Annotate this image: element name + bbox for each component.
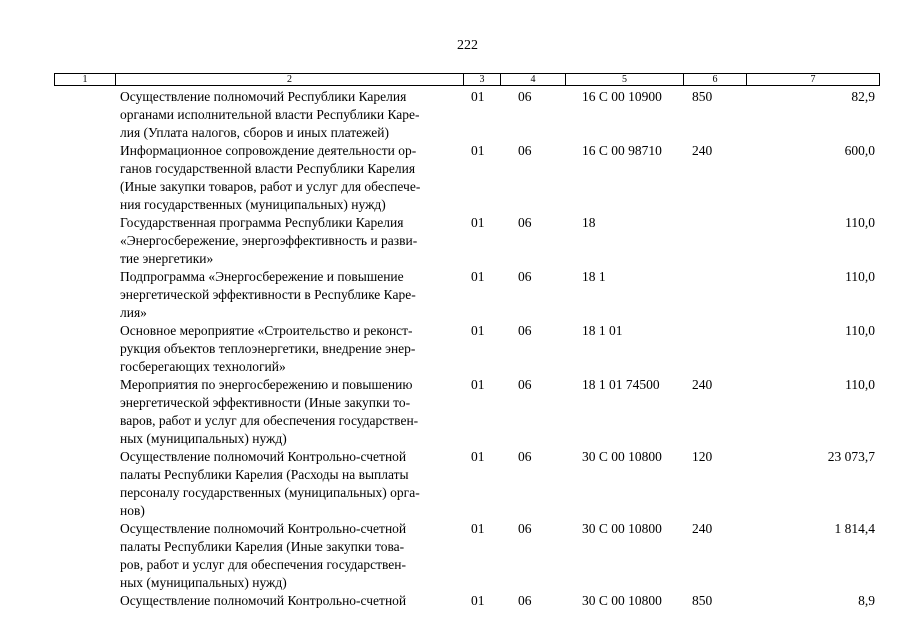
row-section: 01 [471,143,485,158]
row-amount: 1 814,4 [834,521,875,536]
row-amount: 110,0 [845,215,875,230]
row-amount: 23 073,7 [827,449,875,464]
row-section: 01 [471,323,485,338]
table-body [0,88,905,610]
row-description: Осуществление полномочий Контрольно-счетной [120,593,407,608]
table-row [0,520,905,592]
row-description: Осуществление полномочий Контрольно-счетной палаты Республики Карелия (Иные закупки това- ров, работ и услуг для обеспечения государствен- ных (муниципальных) нужд) [120,521,407,590]
row-section: 01 [471,449,485,464]
row-section: 01 [471,215,485,230]
row-amount: 110,0 [845,323,875,338]
header-col-5: 5 [566,74,684,85]
row-target-code: 30 С 00 10800 [582,593,662,608]
row-amount: 600,0 [844,143,875,158]
table-row [0,142,905,214]
table-header-row [54,73,880,86]
row-description: Мероприятия по энергосбережению и повышению энергетической эффективности (Иные закупки то- варов, работ и услуг для обеспечения государствен- ных (муниципальных) нужд) [120,377,419,446]
table-row [0,376,905,448]
row-description: Осуществление полномочий Контрольно-счетной палаты Республики Карелия (Расходы на выплаты персоналу государственных (муниципальных) орга- нов) [120,449,420,518]
table-row [0,214,905,268]
row-target-code: 30 С 00 10800 [582,521,662,536]
row-subsection: 06 [518,143,532,158]
row-subsection: 06 [518,89,532,104]
row-expense-type: 120 [692,449,713,464]
row-expense-type: 850 [692,593,713,608]
table-row [0,322,905,376]
table-row [0,268,905,322]
row-section: 01 [471,89,485,104]
row-description: Осуществление полномочий Республики Карелия органами исполнительной власти Республики Каре- лия (Уплата налогов, сборов и иных платежей) [120,89,420,140]
row-expense-type: 240 [692,521,713,536]
header-col-6: 6 [684,74,747,85]
row-target-code: 16 С 00 98710 [582,143,662,158]
row-amount: 110,0 [845,269,875,284]
row-section: 01 [471,521,485,536]
row-target-code: 18 [582,215,596,230]
row-subsection: 06 [518,377,532,392]
table-row [0,592,905,610]
header-col-3: 3 [464,74,501,85]
row-expense-type: 240 [692,143,713,158]
header-col-4: 4 [501,74,566,85]
row-section: 01 [471,593,485,608]
row-subsection: 06 [518,521,532,536]
row-subsection: 06 [518,593,532,608]
table-row [0,88,905,142]
row-description: Подпрограмма «Энергосбережение и повышение энергетической эффективности в Республике Каре- лия» [120,269,416,320]
row-expense-type: 240 [692,377,713,392]
table-row [0,448,905,520]
row-description: Основное мероприятие «Строительство и реконст- рукция объектов теплоэнергетики, внедрение энер- госберегающих технологий» [120,323,416,374]
row-target-code: 18 1 01 [582,323,623,338]
row-description: Государственная программа Республики Карелия «Энергосбережение, энергоэффективность и разви- тие энергетики» [120,215,418,266]
row-section: 01 [471,269,485,284]
row-section: 01 [471,377,485,392]
row-target-code: 18 1 01 74500 [582,377,660,392]
header-col-1: 1 [55,74,116,85]
row-expense-type: 850 [692,89,713,104]
row-subsection: 06 [518,215,532,230]
row-target-code: 30 С 00 10800 [582,449,662,464]
page-number: 222 [457,38,478,53]
row-subsection: 06 [518,449,532,464]
row-amount: 110,0 [845,377,875,392]
row-subsection: 06 [518,269,532,284]
row-description: Информационное сопровождение деятельности ор- ганов государственной власти Республики Карелия (Иные закупки товаров, работ и услуг для обеспече- ния государственных (муниципальных) нужд) [120,143,421,212]
row-amount: 82,9 [851,89,875,104]
header-col-2: 2 [116,74,464,85]
row-subsection: 06 [518,323,532,338]
header-col-7: 7 [810,74,816,85]
row-amount: 8,9 [858,593,875,608]
row-target-code: 18 1 [582,269,606,284]
row-target-code: 16 С 00 10900 [582,89,662,104]
